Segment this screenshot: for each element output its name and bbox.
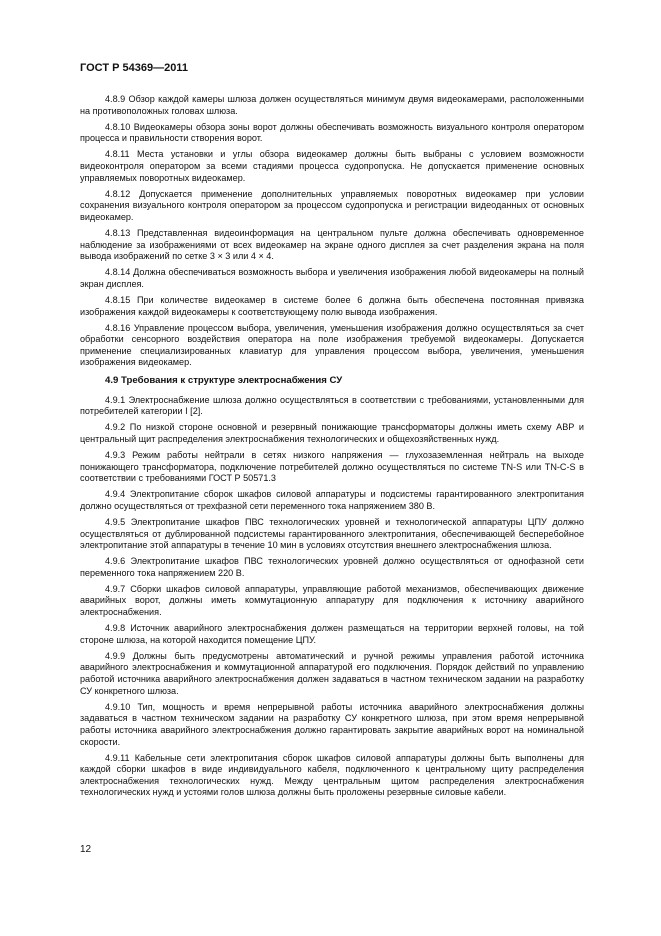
paragraph-4-9-9: 4.9.9 Должны быть предусмотрены автоматический и ручной режимы управления работой источника аварийного электроснабжения и коммутационной аппаратурой его подключения. Порядок действий по управлению работой источника аварийного электроснабжения должен задаваться в частном техническом задании на разработку СУ конкретного шлюза. <box>80 650 584 696</box>
paragraph-4-8-16: 4.8.16 Управление процессом выбора, увеличения, уменьшения изображения должно осуществляться за счет обработки сенсорного воздействия оператора на поле изображения требуемой видеокамеры. Допускается применение специализированных клавиатур для управления процессом выбора, увеличения, уменьшения изображения видеокамер. <box>80 322 584 368</box>
paragraph-4-9-8: 4.9.8 Источник аварийного электроснабжения должен размещаться на территории верхней головы, на той стороне шлюза, на которой находится помещение ЦПУ. <box>80 623 584 645</box>
paragraph-4-9-6: 4.9.6 Электропитание шкафов ПВС технологических уровней должно осуществляться от однофазной сети переменного тока напряжением 220 В. <box>80 556 584 578</box>
paragraph-4-8-12: 4.8.12 Допускается применение дополнительных управляемых поворотных видеокамер при условии сохранения визуального контроля оператором за процессом судопропуска и регистрации видеоданных от основных видеокамер. <box>80 188 584 222</box>
paragraph-4-8-14: 4.8.14 Должна обеспечиваться возможность выбора и увеличения изображения любой видеокамеры на полный экран дисплея. <box>80 267 584 289</box>
paragraph-4-9-10: 4.9.10 Тип, мощность и время непрерывной работы источника аварийного электроснабжения должны задаваться в частном техническом задании на разработку СУ конкретного шлюза, при этом время непрерывной работы источника аварийного электроснабжения должно гарантировать закрытие аварийных ворот на номинальной скорости. <box>80 701 584 747</box>
paragraph-4-8-15: 4.8.15 При количестве видеокамер в системе более 6 должна быть обеспечена постоянная привязка изображения каждой видеокамеры к соответствующему полю вывода изображения. <box>80 294 584 317</box>
paragraph-4-9-11: 4.9.11 Кабельные сети электропитания сборок шкафов силовой аппаратуры должны быть выполнены для каждой сборки шкафов в виде индивидуального кабеля, подключенного к центральному щиту распределения электроснабжения технологических нужд. Между центральным щитом распределения электроснабжения технологических нужд и устоями голов шлюза должны быть проложены резервные силовые кабели. <box>80 752 584 798</box>
paragraph-4-9-1: 4.9.1 Электроснабжение шлюза должно осуществляться в соответствии с требованиями, установленными для потребителей категории I [2]. <box>80 394 584 417</box>
document-header: ГОСТ Р 54369—2011 <box>80 62 188 74</box>
paragraph-4-8-9: 4.8.9 Обзор каждой камеры шлюза должен осуществляться минимум двумя видеокамерами, расположенными на противоположных головах шлюза. <box>80 94 584 116</box>
paragraph-4-9-4: 4.9.4 Электропитание сборок шкафов силовой аппаратуры и подсистемы гарантированного электропитания должно осуществляться от трехфазной сети переменного тока напряжением 380 В. <box>80 489 584 511</box>
document-body <box>80 94 584 803</box>
page-number: 12 <box>80 844 92 855</box>
paragraph-4-9-5: 4.9.5 Электропитание шкафов ПВС технологических уровней и технологической аппаратуры ЦПУ должно осуществляться от дублированной подсистемы гарантированного электропитания, обеспечивающей бесперебойное электропитание этой аппаратуры в течение 10 мин в условиях отсутствия внешнего электроснабжения шлюза. <box>80 516 584 551</box>
paragraph-4-8-13: 4.8.13 Представленная видеоинформация на центральном пульте должна обеспечивать одновременное наблюдение за изображениями от всех видеокамер на экране одного дисплея за счет разделения экрана на поля вывода изображений по сетке 3 × 3 или 4 × 4. <box>80 227 584 262</box>
section-heading-4-9: 4.9 Требования к структуре электроснабжения СУ <box>105 374 343 386</box>
paragraph-4-8-10: 4.8.10 Видеокамеры обзора зоны ворот должны обеспечивать возможность визуального контроля оператором процесса и правильности створения ворот. <box>80 121 584 144</box>
paragraph-4-8-11: 4.8.11 Места установки и углы обзора видеокамер должны быть выбраны с условием возможности видеоконтроля оператором за всеми стадиями процесса судопропуска. Не допускается применение основных управляемых поворотных видеокамер. <box>80 149 584 183</box>
paragraph-4-9-3: 4.9.3 Режим работы нейтрали в сетях низкого напряжения — глухозаземленная нейтраль на выходе понижающего трансформатора, подключение потребителей должно осуществляться по системе TN-S или TN-C-S в соответствии с требованиями ГОСТ Р 50571.3 <box>80 449 584 484</box>
paragraph-4-9-2: 4.9.2 По низкой стороне основной и резервный понижающие трансформаторы должны иметь схему АВР и центральный щит распределения электроснабжения технологических и общехозяйственных нужд. <box>80 422 584 444</box>
paragraph-4-9-7: 4.9.7 Сборки шкафов силовой аппаратуры, управляющие работой механизмов, обеспечивающих движение аварийных ворот, должны иметь коммутационную аппаратуру для подключения к источнику аварийного электроснабжения. <box>80 583 584 618</box>
